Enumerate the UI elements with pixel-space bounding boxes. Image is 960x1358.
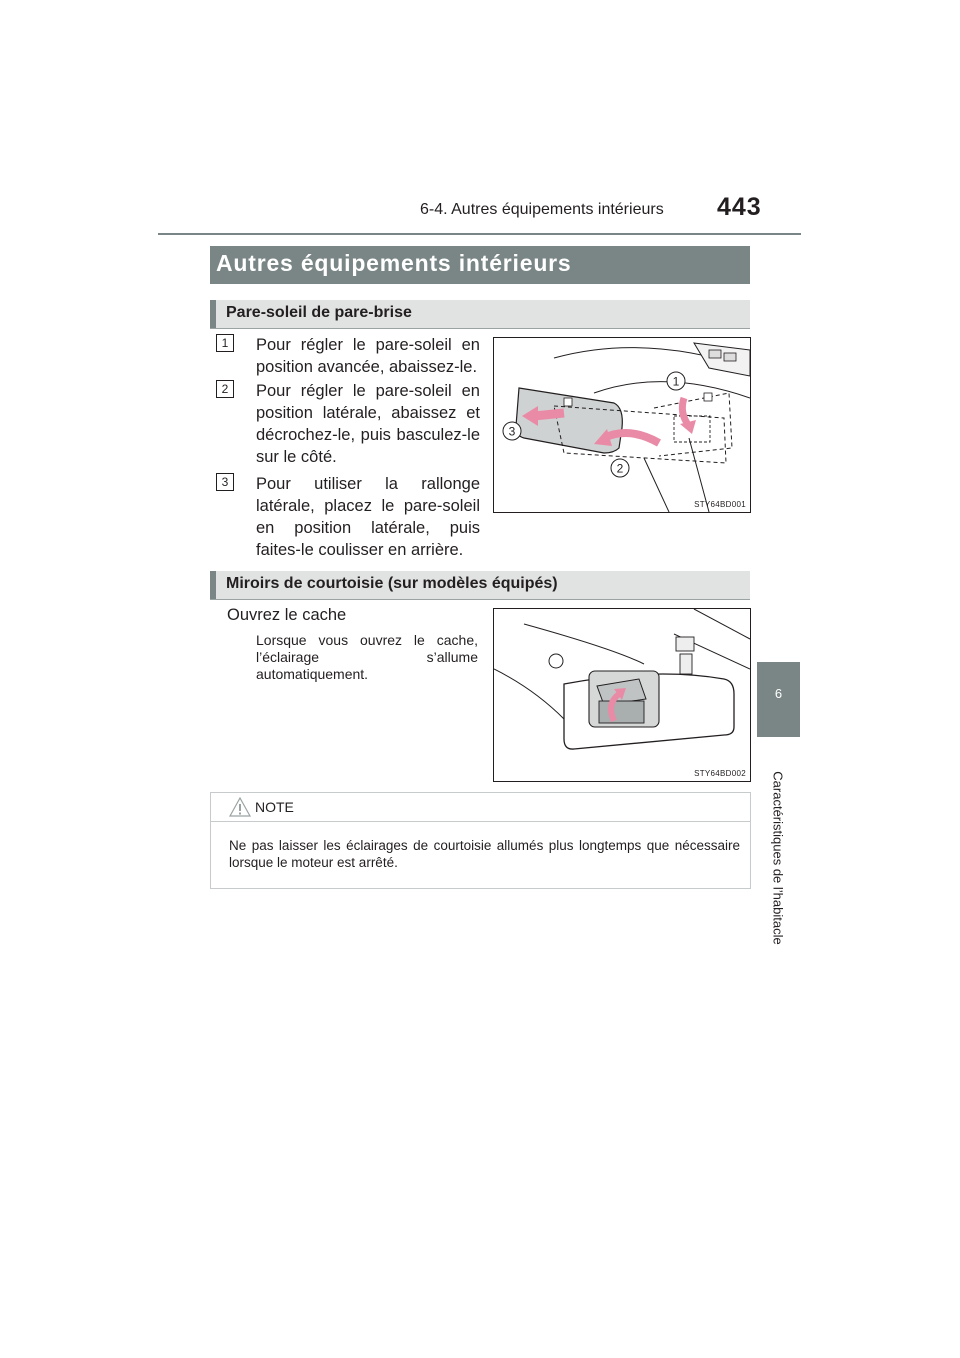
callout-1: 1 (672, 374, 680, 389)
chapter-title: Caractéristiques de l’habitacle (770, 771, 786, 945)
vanity-mirror-instruction: Ouvrez le cache (227, 606, 347, 624)
running-header-section: 6-4. Autres équipements intérieurs (420, 201, 664, 218)
vanity-mirror-heading: Miroirs de courtoisie (sur modèles équipés) (226, 575, 558, 592)
sun-visor-heading-bar (210, 300, 750, 329)
callout-2: 2 (616, 461, 624, 476)
callout-3: 3 (508, 424, 516, 439)
step-text-1: Pour régler le pare-soleil en position avancée, abaissez-le. (256, 336, 480, 376)
vanity-mirror-heading-bar (210, 571, 750, 600)
sun-visor-illustration (493, 337, 751, 513)
step-number-2: 2 (216, 380, 234, 398)
step-number-1: 1 (216, 334, 234, 352)
figure-code-1: STY64BD001 (694, 500, 746, 509)
chapter-number: 6 (774, 686, 783, 701)
sun-visor-heading: Pare-soleil de pare-brise (226, 304, 412, 321)
note-text: Ne pas laisser les éclairages de courtoisie allumés plus longtemps que nécessaire lorsque le moteur est arrêté. (229, 838, 740, 870)
note-box (210, 792, 751, 889)
note-header (211, 793, 750, 822)
figure-code-2: STY64BD002 (694, 769, 746, 778)
vanity-mirror-illustration (493, 608, 751, 782)
vanity-mirror-detail: Lorsque vous ouvrez le cache, l’éclairage s’allume automatiquement. (256, 632, 478, 682)
sun-visor-drawing (494, 338, 750, 512)
page-title: Autres équipements intérieurs (216, 250, 572, 276)
header-rule (158, 233, 801, 235)
heading-accent (210, 300, 216, 328)
page-number: 443 (717, 193, 762, 221)
step-text-2: Pour régler le pare-soleil en position latérale, abaissez et décrochez-le, puis basculez-le sur le côté. (256, 382, 480, 466)
heading-accent (210, 571, 216, 599)
step-number-3: 3 (216, 473, 234, 491)
vanity-mirror-drawing (494, 609, 750, 781)
warning-icon (229, 797, 251, 817)
note-title: NOTE (255, 799, 294, 815)
step-text-3: Pour utiliser la rallonge latérale, placez le pare-soleil en position latérale, puis faites-le coulisser en arrière. (256, 475, 480, 559)
